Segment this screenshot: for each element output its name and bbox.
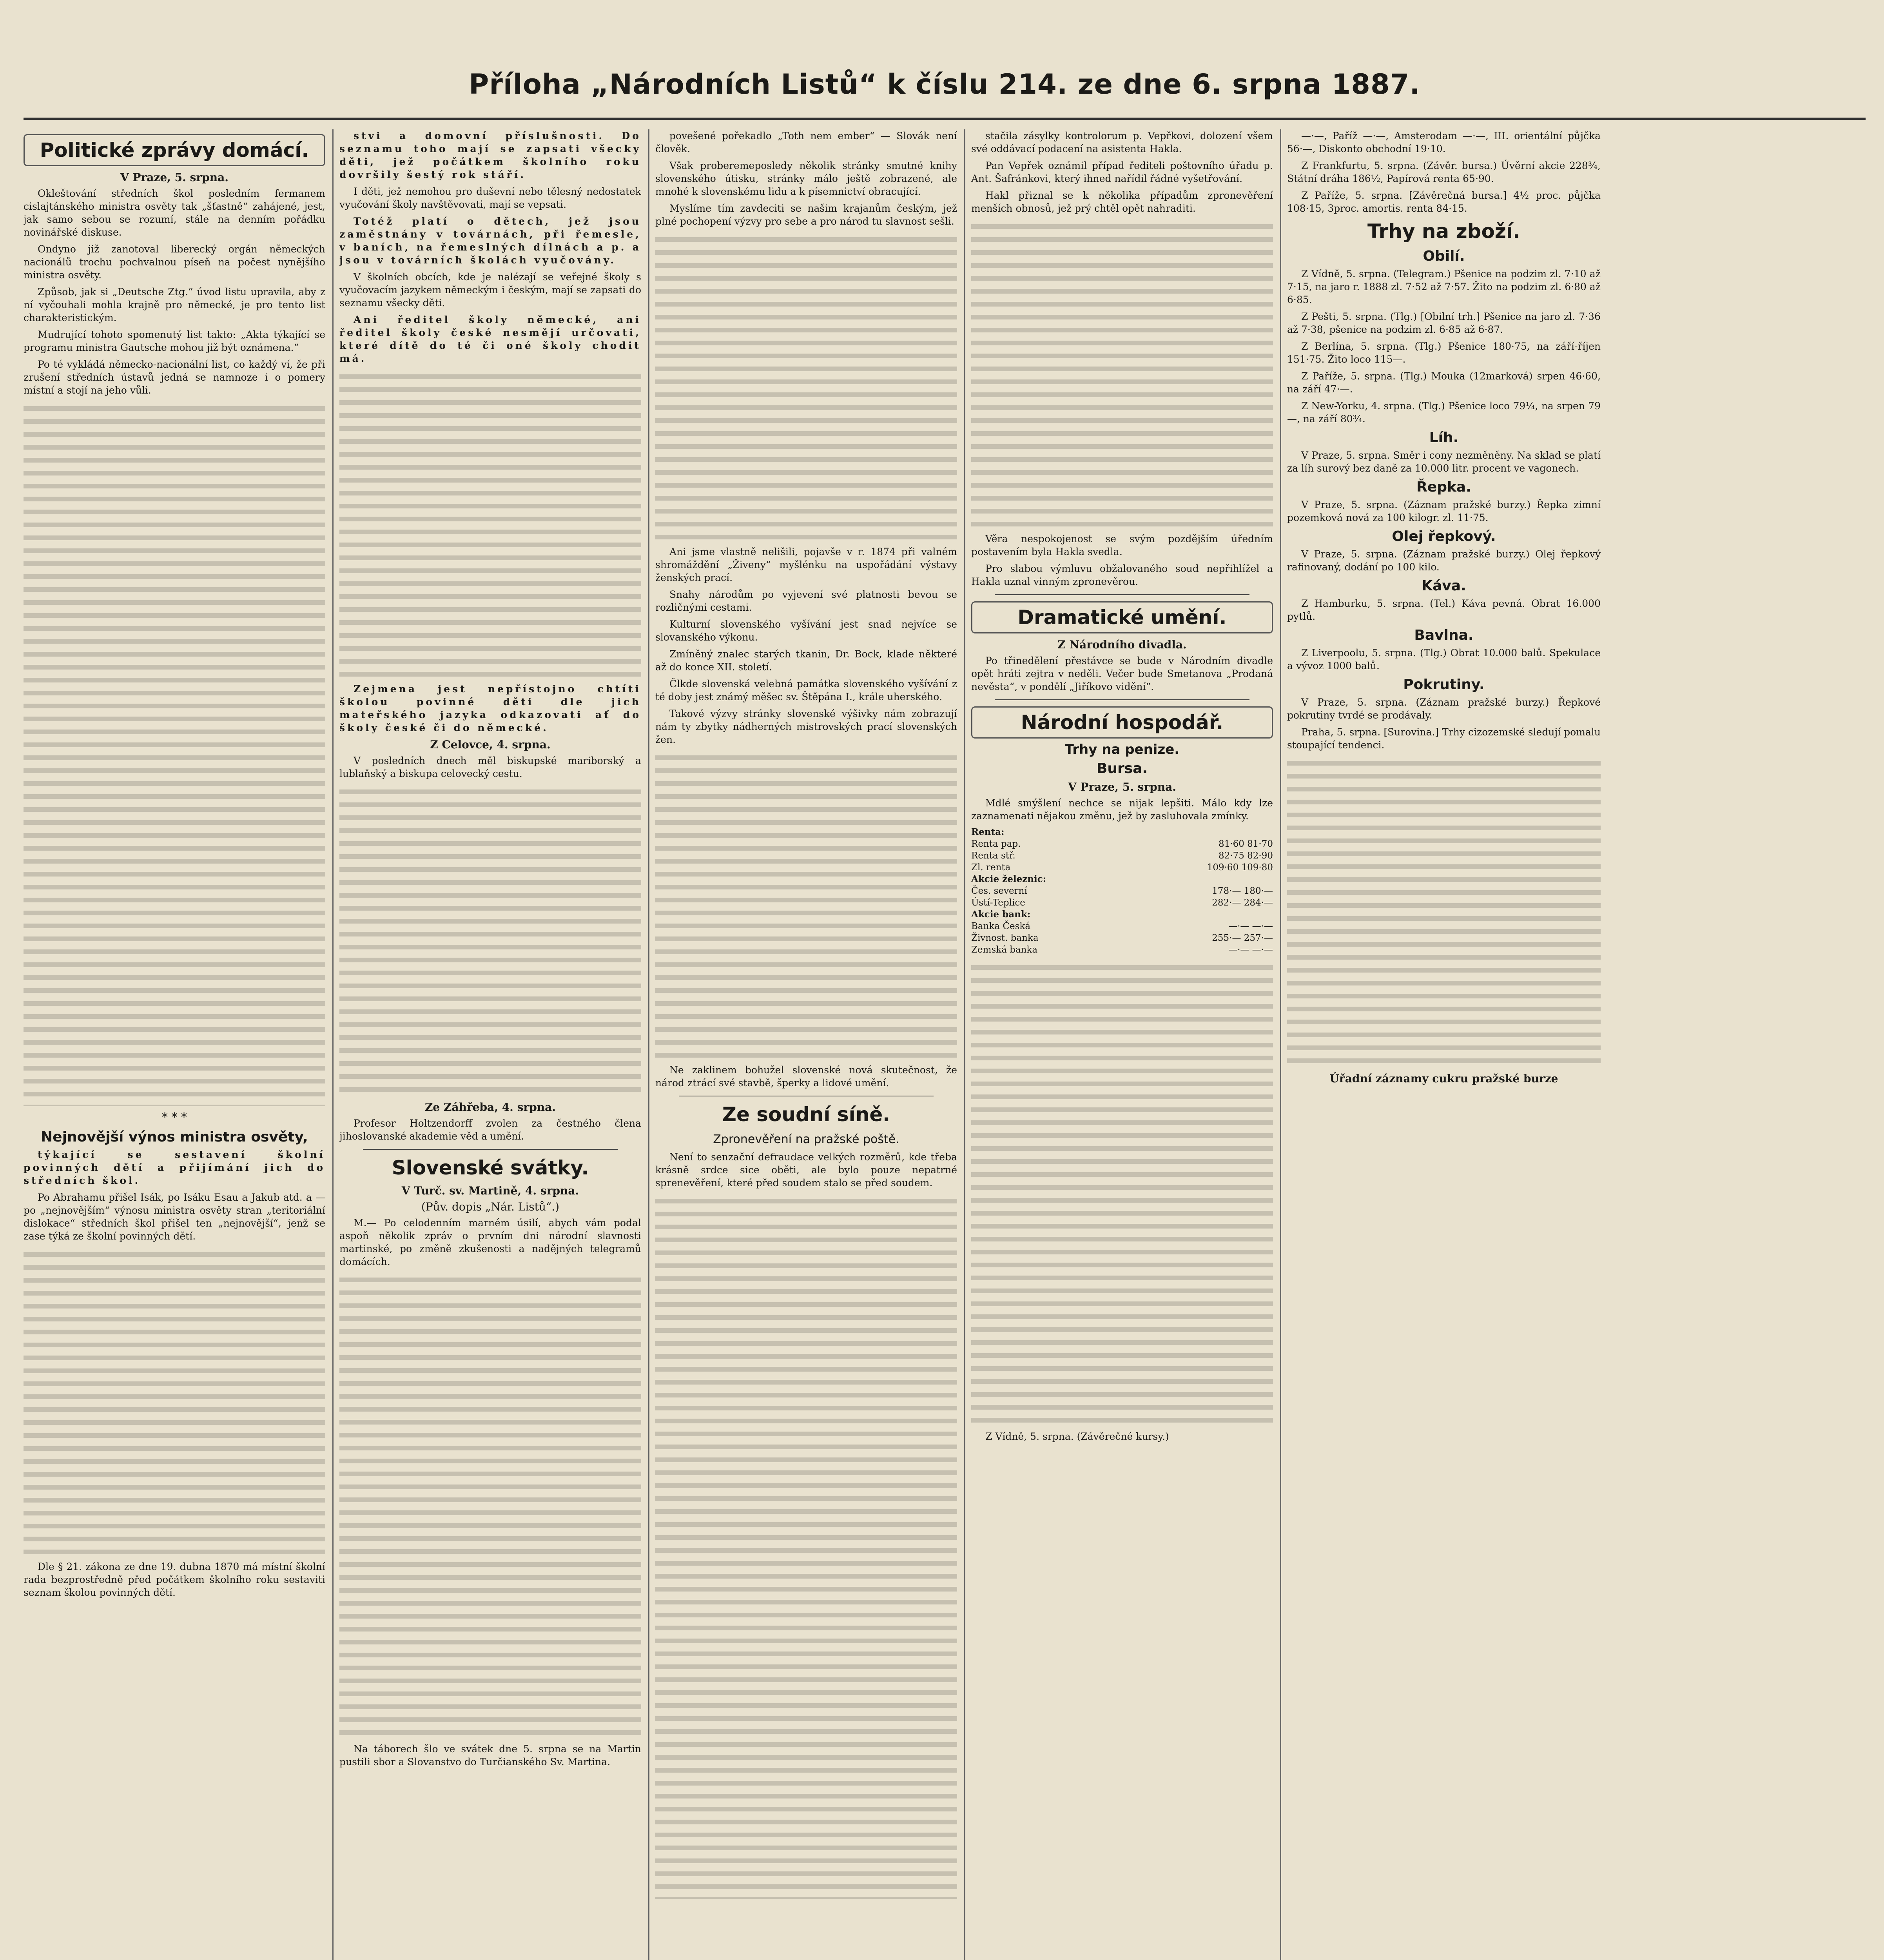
- footer-note: Úřadní záznamy cukru pražské burze: [1329, 1072, 1558, 1085]
- dateline: Ze Záhřeba, 4. srpna.: [424, 1101, 556, 1114]
- table-cell: 255·— 257·—: [1212, 933, 1273, 943]
- text-block: [655, 750, 957, 1063]
- text-block: [24, 1247, 325, 1560]
- text-block: [339, 369, 641, 682]
- article-paragraph: Způsob, jak si „Deutsche Ztg.“ úvod listu upravila, aby z ní vyčouhali mohla krajně pro německé, je pro tento list charakteristickým.: [24, 286, 325, 323]
- dateline: V Praze, 5. srpna.: [1068, 780, 1176, 793]
- table-cell: Renta pap.: [971, 839, 1021, 849]
- table-row: [971, 850, 1273, 862]
- article-paragraph: Zmíněný znalec starých tkanin, Dr. Bock, klade některé až do konce XII. století.: [655, 648, 957, 673]
- column-3: [655, 129, 957, 1960]
- article-paragraph: Ani jsme vlastně nelišili, pojavše v r. 1874 při valném shromáždění „Živeny“ myšlénku na uspořádání výstavy ženských prací.: [655, 546, 957, 583]
- article-paragraph: Na táborech šlo ve svátek dne 5. srpna se na Martin pustili sbor a Slovanstvo do Turčianského Sv. Martina.: [339, 1743, 641, 1768]
- column-separator: [964, 129, 965, 1960]
- table-row: [971, 897, 1273, 909]
- table-cell: 282·— 284·—: [1212, 898, 1273, 908]
- article-paragraph: Zejmena jest nepřístojno chtíti školou povinné děti dle jich mateřského jazyka odkazovati ať do školy české či do německé.: [339, 683, 641, 733]
- rates-table: [971, 826, 1273, 956]
- divider: [995, 699, 1249, 700]
- section-title-narodni-hospodar: Národní hospodář.: [971, 706, 1273, 739]
- article-paragraph: Takové výzvy stránky slovenské výšivky nám zobrazují nám ty zbytky nádherných mistrovských prací slovenských žen.: [655, 708, 957, 745]
- table-cell: —·— —·—: [1228, 945, 1273, 955]
- article-paragraph: M.— Po celodenním marném úsilí, abych vám podal aspoň několik zpráv o prvním dni národní slavnosti martinské, po změně zkušenosti a nadějných telegramů domácích.: [339, 1217, 641, 1267]
- table-row: [971, 862, 1273, 873]
- market-title: Trhy na penize.: [1064, 742, 1180, 757]
- text-block: [339, 784, 641, 1098]
- text-block: [24, 401, 325, 1106]
- article-paragraph: Dle § 21. zákona ze dne 19. dubna 1870 má místní školní rada bezprostředně před počátkem školního roku sestaviti seznam školou povinných dětí.: [24, 1561, 325, 1598]
- article-paragraph: Věra nespokojenost se svým pozdějším úředním postavením byla Hakla svedla.: [971, 533, 1273, 557]
- article-paragraph: V Praze, 5. srpna. (Záznam pražské burzy.) Řepkové pokrutiny tvrdé se prodávaly.: [1287, 697, 1601, 721]
- sub-title-pokrutiny: Pokrutiny.: [1403, 677, 1485, 693]
- masthead-title: Příloha „Národních Listů“ k číslu 214. ze dne 6. srpna 1887.: [469, 68, 1420, 100]
- section-title-politicke-zpravy: Politické zprávy domácí.: [24, 134, 325, 166]
- article-paragraph: Praha, 5. srpna. [Surovina.] Trhy cizozemské sledují pomalu stoupající tendenci.: [1287, 726, 1601, 751]
- article-paragraph: Člkde slovenská velebná památka slovenského vyšívání z té doby jest známý měšec sv. Štěpána I., krále uherského.: [655, 678, 957, 702]
- table-row: [971, 920, 1273, 932]
- dateline: V Turč. sv. Martině, 4. srpna.: [401, 1184, 579, 1197]
- article-paragraph: Profesor Holtzendorff zvolen za čestného člena jihoslovanské akademie věd a umění.: [339, 1118, 641, 1142]
- section-divider: * * *: [161, 1111, 187, 1124]
- text-block: [655, 1193, 957, 1899]
- article-paragraph: Po té vykládá německo-nacionální list, co každý ví, že při zrušení středních ústavů jedná se namnoze i o pomery místní a stojí na jeho vůli.: [24, 359, 325, 396]
- text-block: [971, 960, 1273, 1430]
- article-paragraph: Není to senzační defraudace velkých rozměrů, kde třeba krásně srdce sice oběti, ale bylo pouze nepatrné sprenevěření, které před soudem stalo se před soudem.: [655, 1151, 957, 1189]
- article-paragraph: V Praze, 5. srpna. (Záznam pražské burzy.) Olej řepkový rafinovaný, dodání po 100 kilo.: [1287, 548, 1601, 573]
- section-title-trhy-na-zbozi: Trhy na zboží.: [1367, 220, 1521, 243]
- article-paragraph: stvi a domovní příslušnosti. Do seznamu toho mají se zapsati všecky děti, jež počátkem školního roku dovršily šestý rok stáří.: [339, 130, 641, 180]
- dateline: Z Celovce, 4. srpna.: [430, 738, 551, 751]
- bursa-title: Bursa.: [1096, 760, 1148, 777]
- table-header: Akcie železnic:: [971, 874, 1046, 884]
- masthead-rule: [24, 118, 1866, 120]
- table-row: [971, 944, 1273, 956]
- section-title-slovenske-svatky: Slovenské svátky.: [392, 1156, 589, 1179]
- column-separator: [648, 129, 649, 1960]
- table-cell: 81·60 81·70: [1219, 839, 1273, 849]
- article-paragraph: Z Vídně, 5. srpna. (Telegram.) Pšenice na podzim zl. 7·10 až 7·15, na jaro r. 1888 zl. 7·52 až 7·57. Žito na podzim zl. 6·80 až 6·85.: [1287, 268, 1601, 305]
- sub-title-vynos-ministra: Nejnovější výnos ministra osvěty,: [41, 1129, 308, 1145]
- article-paragraph: Z Berlína, 5. srpna. (Tlg.) Pšenice 180·75, na září-říjen 151·75. Žito loco 115—.: [1287, 341, 1601, 365]
- article-paragraph: V Praze, 5. srpna. (Záznam pražské burzy.) Řepka zimní pozemková nová za 100 kilogr. zl. 11·75.: [1287, 499, 1601, 523]
- article-paragraph: Z Paříže, 5. srpna. (Tlg.) Mouka (12marková) srpen 46·60, na září 47·—.: [1287, 370, 1601, 395]
- table-cell: Zemská banka: [971, 945, 1038, 955]
- column-5: [1287, 129, 1601, 1960]
- sub-title-repka: Řepka.: [1416, 479, 1471, 495]
- article-paragraph: Totéž platí o dětech, jež jsou zaměstnány v továrnách, při řemesle, v baních, na řemeslných dílnách a p. a jsou v továrních školách vyučovány.: [339, 216, 641, 266]
- table-cell: 109·60 109·80: [1207, 862, 1273, 873]
- divider: [363, 1149, 618, 1150]
- article-paragraph: Mudrující tohoto spomenutý list takto: „Akta týkající se programu ministra Gautsche mohou již být oznámena.“: [24, 329, 325, 353]
- table-row: [971, 885, 1273, 897]
- table-cell: —·— —·—: [1228, 921, 1273, 931]
- dateline: Z Národního divadla.: [1057, 638, 1187, 651]
- text-block: [1287, 755, 1601, 1069]
- table-row: [971, 826, 1273, 838]
- article-paragraph: Však proberemeposledy několik stránky smutné knihy slovenského útisku, stránky málo ještě zobrazené, ale mnohé k slovenskému lidu a k písemnictví obracující.: [655, 160, 957, 197]
- table-cell: Banka Česká: [971, 921, 1031, 931]
- article-paragraph: Hakl přiznal se k několika případům zpronevěření menších obnosů, jež prý chtěl opět nahraditi.: [971, 190, 1273, 214]
- article-paragraph: V školních obcích, kde je nalézají se veřejné školy s vyučovacím jazykem německým i českým, mají se zapsati do seznamu všecky děti.: [339, 271, 641, 309]
- masthead: [24, 55, 1866, 114]
- column-1: [24, 129, 325, 1960]
- article-paragraph: stačila zásylky kontrolorum p. Vepřkovi, dolození všem své oddávací podacení na asistenta Hakla.: [971, 130, 1273, 154]
- text-block: [339, 1272, 641, 1742]
- table-header: Renta:: [971, 827, 1005, 837]
- article-paragraph: Kulturní slovenského vyšívání jest snad nejvíce se slovanského výkonu.: [655, 619, 957, 643]
- article-paragraph: V posledních dnech měl biskupské mariborský a lublaňský a biskupa celovecký cestu.: [339, 755, 641, 779]
- article-paragraph: Po třinedělení přestávce se bude v Národním divadle opět hráti zejtra v neděli. Večer bude Smetanova „Prodaná nevěsta“, v pondělí „Jiříkovo vidění“.: [971, 655, 1273, 692]
- column-separator: [332, 129, 334, 1960]
- table-header: Akcie bank:: [971, 909, 1031, 920]
- article-paragraph: V Praze, 5. srpna. Směr i cony nezměněny. Na sklad se platí za líh surový bez daně za 10.000 litr. procent ve vagonech.: [1287, 450, 1601, 474]
- table-row: [971, 932, 1273, 944]
- table-cell: Zl. renta: [971, 862, 1011, 873]
- divider: [995, 594, 1249, 595]
- section-title-ze-soudni-sine: Ze soudní síně.: [722, 1103, 890, 1126]
- article-paragraph: Mdlé smýšlení nechce se nijak lepšiti. Málo kdy lze zaznamenati nějakou změnu, jež by zasluhovala zmínky.: [971, 797, 1273, 822]
- table-cell: Ústí-Teplice: [971, 898, 1025, 908]
- article-paragraph: Myslíme tím zavdeciti se našim krajanům českým, jež plné pochopení výzvy pro sebe a pro národ tu slavnost sešli.: [655, 203, 957, 227]
- article-paragraph: Snahy národům po vyjevení své platnosti bevou se rozličnými cestami.: [655, 589, 957, 613]
- text-block: [971, 219, 1273, 532]
- table-cell: Renta stř.: [971, 851, 1015, 861]
- article-paragraph: Po Abrahamu přišel Isák, po Isáku Esau a Jakub atd. a — po „nejnovějším“ výnosu ministra osvěty stran „teritoriální dislokace“ středních škol přišel ten „nejnovější“, jenž se zase týká ze školní povinných dětí.: [24, 1192, 325, 1242]
- sub-title-olej: Olej řepkový.: [1392, 528, 1496, 544]
- article-paragraph: Z New-Yorku, 4. srpna. (Tlg.) Pšenice loco 79¼, na srpen 79—, na září 80¾.: [1287, 400, 1601, 425]
- table-cell: Živnost. banka: [971, 933, 1039, 943]
- article-paragraph: —·—, Paříž —·—, Amsterodam —·—, III. orientální půjčka 56·—, Diskonto obchodní 19·10.: [1287, 130, 1601, 154]
- sub-title-kava: Káva.: [1422, 578, 1466, 594]
- dateline: V Praze, 5. srpna.: [120, 171, 228, 184]
- article-paragraph: Ani ředitel školy německé, ani ředitel školy české nesmějí určovati, které dítě do té či oné školy chodit má.: [339, 314, 641, 364]
- table-row: [971, 873, 1273, 885]
- table-cell: 82·75 82·90: [1219, 851, 1273, 861]
- text-block: [655, 232, 957, 545]
- article-paragraph: I děti, jež nemohou pro duševní nebo tělesný nedostatek vyučování školy navštěvovati, mají se vepsati.: [339, 186, 641, 210]
- article-paragraph: Okleštování středních škol posledním fermanem cislajtánského ministra osvěty tak „šťastně“ zahájené, jest, jak samo sebou se rozumí, stále na denním pořádku novinářské diskuse.: [24, 188, 325, 238]
- article-lead: týkající se sestavení školní povinných dětí a přijímání jich do středních škol.: [24, 1149, 325, 1186]
- article-paragraph: Z Vídně, 5. srpna. (Závěrečné kursy.): [985, 1431, 1169, 1442]
- article-paragraph: Z Frankfurtu, 5. srpna. (Závěr. bursa.) Úvěrní akcie 228¾, Státní dráha 186½, Papírová renta 65·90.: [1287, 160, 1601, 184]
- column-2: [339, 129, 641, 1960]
- sub-title-zpronevereni: Zpronevěření na pražské poště.: [713, 1132, 899, 1146]
- sub-title-bavlna: Bavlna.: [1414, 627, 1474, 643]
- article-paragraph: Ondyno již zanotoval liberecký orgán německých nacionálů trochu pochvalnou píseň na počest nynějšího ministra osvěty.: [24, 243, 325, 281]
- table-cell: 178·— 180·—: [1212, 886, 1273, 896]
- sub-title-obili: Obilí.: [1423, 248, 1465, 264]
- column-4: [971, 129, 1273, 1960]
- column-separator: [1280, 129, 1281, 1960]
- article-paragraph: Pan Vepřek oznámil případ řediteli poštovního úřadu p. Ant. Šafránkovi, který ihned nařídil řádné vyšetřování.: [971, 160, 1273, 184]
- section-title-dramaticke-umeni: Dramatické umění.: [971, 601, 1273, 633]
- article-paragraph: povešené pořekadlo „Toth nem ember“ — Slovák není člověk.: [655, 130, 957, 154]
- article-paragraph: Z Liverpoolu, 5. srpna. (Tlg.) Obrat 10.000 balů. Spekulace a vývoz 1000 balů.: [1287, 647, 1601, 671]
- table-row: [971, 838, 1273, 850]
- table-cell: Čes. severní: [971, 886, 1027, 896]
- article-paragraph: Z Paříže, 5. srpna. [Závěrečná bursa.] 4½ proc. půjčka 108·15, 3proc. amortis. renta 84·15.: [1287, 190, 1601, 214]
- table-row: [971, 909, 1273, 920]
- article-paragraph: Pro slabou výmluvu obžalovaného soud nepřihlížel a Hakla uznal vinným zpronevěrou.: [971, 563, 1273, 587]
- byline: (Pův. dopis „Nár. Listů“.): [421, 1200, 560, 1213]
- article-paragraph: Ne zaklinem bohužel slovenské nová skutečnost, že národ ztrácí své stavbě, šperky a lidové umění.: [655, 1064, 957, 1089]
- sub-title-lih: Líh.: [1429, 430, 1459, 446]
- article-paragraph: Z Pešti, 5. srpna. (Tlg.) [Obilní trh.] Pšenice na jaro zl. 7·36 až 7·38, pšenice na podzim zl. 6·85 až 6·87.: [1287, 311, 1601, 335]
- article-paragraph: Z Hamburku, 5. srpna. (Tel.) Káva pevná. Obrat 16.000 pytlů.: [1287, 598, 1601, 622]
